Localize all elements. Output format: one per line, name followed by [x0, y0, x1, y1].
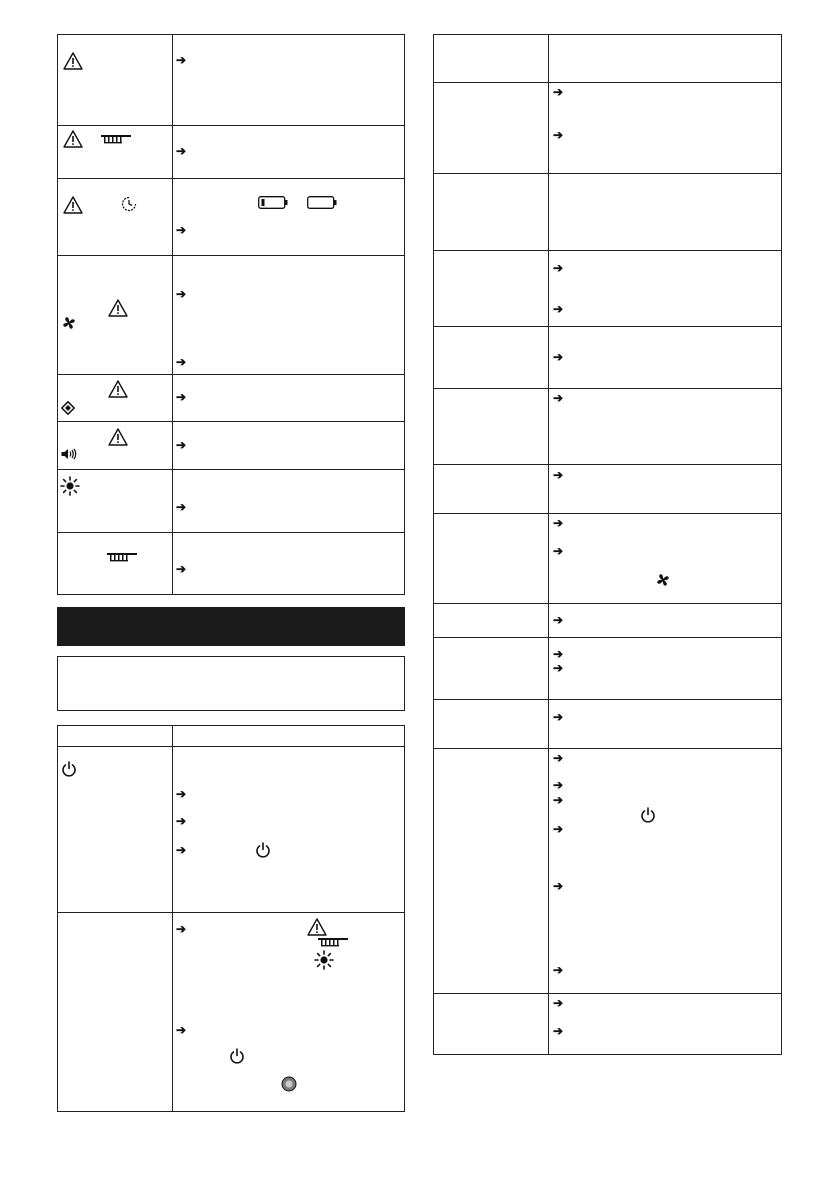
arrow-icon: ➔: [176, 1023, 187, 1037]
table-row: [434, 464, 781, 465]
arrow-icon: ➔: [176, 787, 187, 801]
arrow-icon: ➔: [176, 390, 187, 404]
fan-icon: [62, 316, 76, 330]
arrow-icon: ➔: [553, 793, 564, 807]
warning-triangle-icon: [108, 428, 128, 446]
arrow-icon: ➔: [176, 922, 187, 936]
table-row: [58, 912, 404, 913]
warning-triangle-icon: [307, 918, 327, 936]
warning-triangle-icon: [63, 52, 83, 70]
mode-diamond-icon: [61, 401, 75, 415]
arrow-icon: ➔: [553, 85, 564, 99]
power-icon: [640, 807, 656, 823]
table-row: [58, 178, 404, 179]
arrow-icon: ➔: [176, 843, 187, 857]
arrow-icon: ➔: [176, 355, 187, 369]
arrow-icon: ➔: [553, 261, 564, 275]
arrow-icon: ➔: [553, 647, 564, 661]
table-header-divider: [58, 746, 404, 747]
table-row: [58, 374, 404, 375]
sun-heat-icon: [60, 476, 80, 496]
heater-icon: [318, 938, 348, 948]
arrow-icon: ➔: [553, 661, 564, 675]
arrow-icon: ➔: [553, 613, 564, 627]
arrow-icon: ➔: [176, 223, 187, 237]
arrow-icon: ➔: [553, 778, 564, 792]
table-row: [434, 603, 781, 604]
arrow-icon: ➔: [176, 500, 187, 514]
right-troubleshooting-table: [433, 34, 782, 1055]
fan-icon: [656, 573, 670, 587]
arrow-icon: ➔: [176, 53, 187, 67]
arrow-icon: ➔: [553, 302, 564, 316]
power-icon: [255, 842, 271, 858]
arrow-icon: ➔: [176, 144, 187, 158]
arrow-icon: ➔: [553, 996, 564, 1010]
table-row: [58, 532, 404, 533]
arrow-icon: ➔: [553, 544, 564, 558]
sun-heat-icon: [314, 950, 334, 970]
column-divider: [548, 35, 549, 1054]
table-row: [434, 637, 781, 638]
column-divider: [172, 726, 173, 1111]
arrow-icon: ➔: [553, 350, 564, 364]
arrow-icon: ➔: [553, 128, 564, 142]
warning-triangle-icon: [63, 196, 83, 214]
arrow-icon: ➔: [553, 468, 564, 482]
arrow-icon: ➔: [553, 963, 564, 977]
section-heading-bar: [57, 607, 405, 646]
table-row: [434, 250, 781, 251]
heater-icon: [107, 553, 137, 563]
table-row: [434, 82, 781, 83]
table-row: [58, 255, 404, 256]
warning-triangle-icon: [63, 130, 83, 148]
record-button-icon: [281, 1076, 297, 1092]
arrow-icon: ➔: [553, 879, 564, 893]
table-row: [434, 993, 781, 994]
power-icon: [61, 761, 77, 777]
table-row: [434, 173, 781, 174]
arrow-icon: ➔: [553, 751, 564, 765]
table-row: [434, 699, 781, 700]
arrow-icon: ➔: [176, 814, 187, 828]
table-row: [434, 326, 781, 327]
heater-icon: [101, 135, 131, 145]
column-divider: [172, 35, 173, 594]
arrow-icon: ➔: [176, 562, 187, 576]
table-row: [434, 748, 781, 749]
battery-low-icon: [258, 196, 288, 209]
battery-empty-icon: [307, 196, 337, 209]
speaker-sound-icon: [61, 448, 77, 460]
arrow-icon: ➔: [176, 287, 187, 301]
timer-clock-icon: [121, 196, 137, 212]
arrow-icon: ➔: [176, 438, 187, 452]
arrow-icon: ➔: [553, 710, 564, 724]
power-icon: [229, 1048, 245, 1064]
note-box: [57, 656, 405, 711]
arrow-icon: ➔: [553, 516, 564, 530]
table-row: [434, 513, 781, 514]
table-row: [434, 388, 781, 389]
table-row: [58, 421, 404, 422]
arrow-icon: ➔: [553, 1024, 564, 1038]
table-row: [58, 469, 404, 470]
arrow-icon: ➔: [553, 822, 564, 836]
warning-triangle-icon: [108, 380, 128, 398]
arrow-icon: ➔: [553, 391, 564, 405]
table-row: [58, 125, 404, 126]
warning-triangle-icon: [108, 299, 128, 317]
